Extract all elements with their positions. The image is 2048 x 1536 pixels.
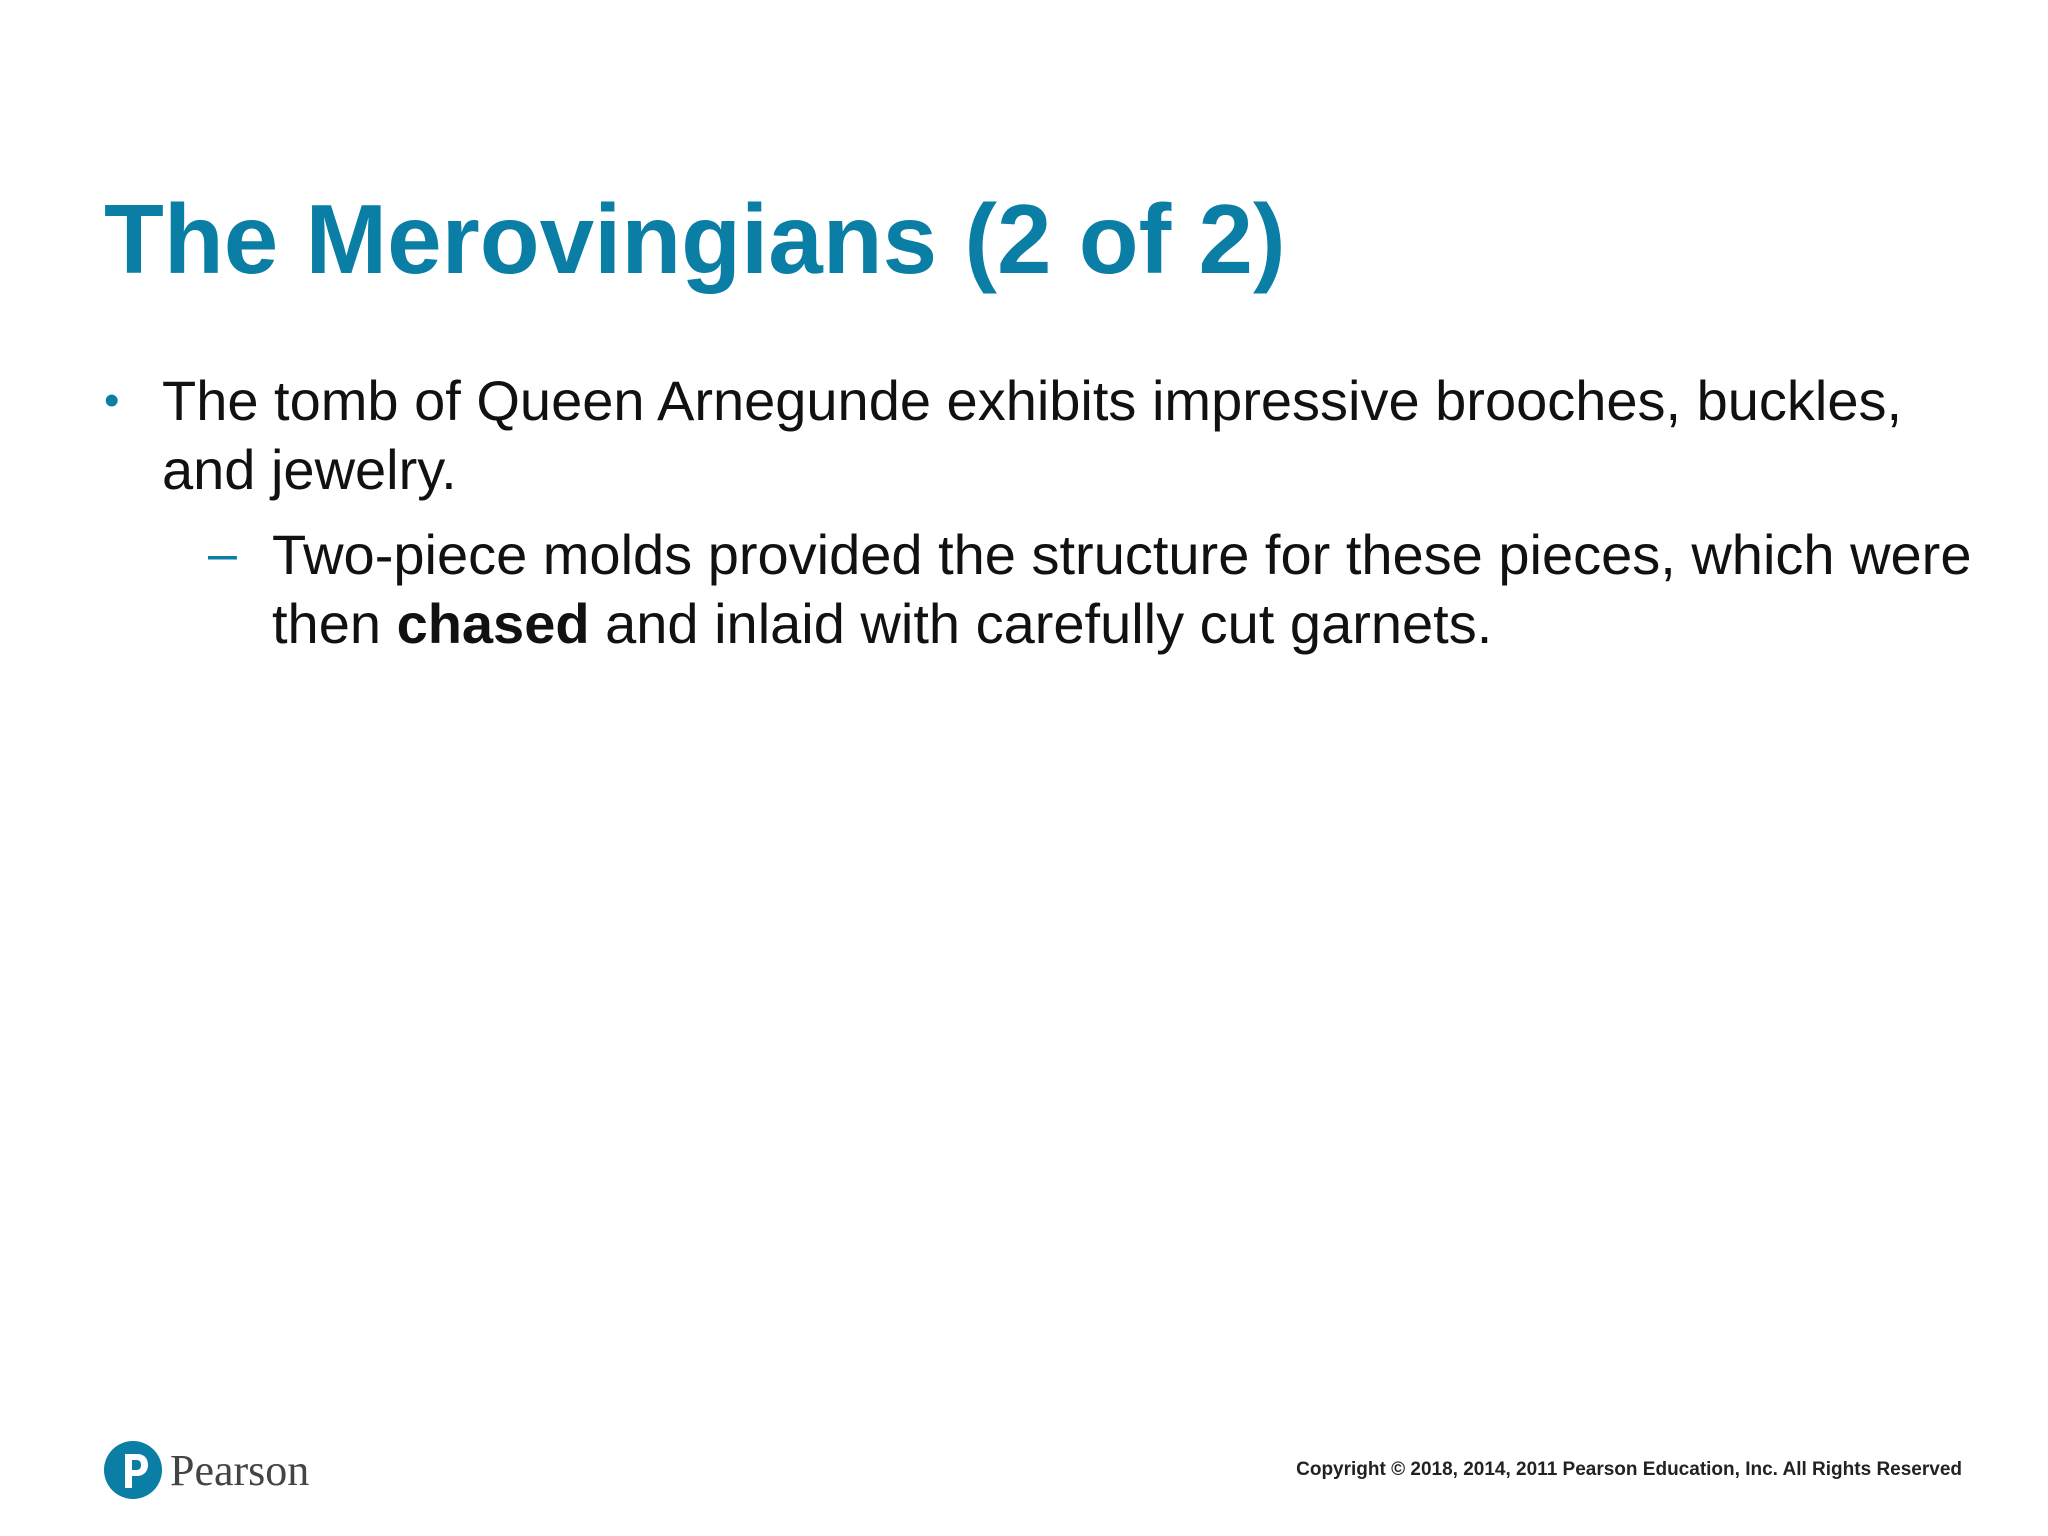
bullet-text: The tomb of Queen Arnegunde exhibits impressive brooches, buckles, and jewelry. bbox=[162, 369, 1903, 501]
copyright-notice: Copyright © 2018, 2014, 2011 Pearson Education, Inc. All Rights Reserved bbox=[1296, 1459, 1962, 1480]
sub-bullet-item bbox=[208, 520, 1984, 658]
bold-term: chased bbox=[396, 592, 590, 655]
logo-wordmark: Pearson bbox=[170, 1445, 310, 1495]
slide-body bbox=[104, 366, 1984, 714]
bullet-marker: • bbox=[104, 376, 120, 425]
pearson-logo bbox=[104, 1438, 309, 1502]
slide-title: The Merovingians (2 of 2) bbox=[104, 184, 1286, 294]
sub-bullet-text-before: Two-piece molds provided the structure for these pieces, which were then bbox=[272, 523, 1972, 655]
bullet-item bbox=[104, 366, 1984, 504]
pearson-p-logo-icon bbox=[104, 1441, 162, 1499]
sub-bullet-marker: – bbox=[208, 525, 237, 583]
sub-bullet-text-after: and inlaid with carefully cut garnets. bbox=[589, 592, 1493, 655]
